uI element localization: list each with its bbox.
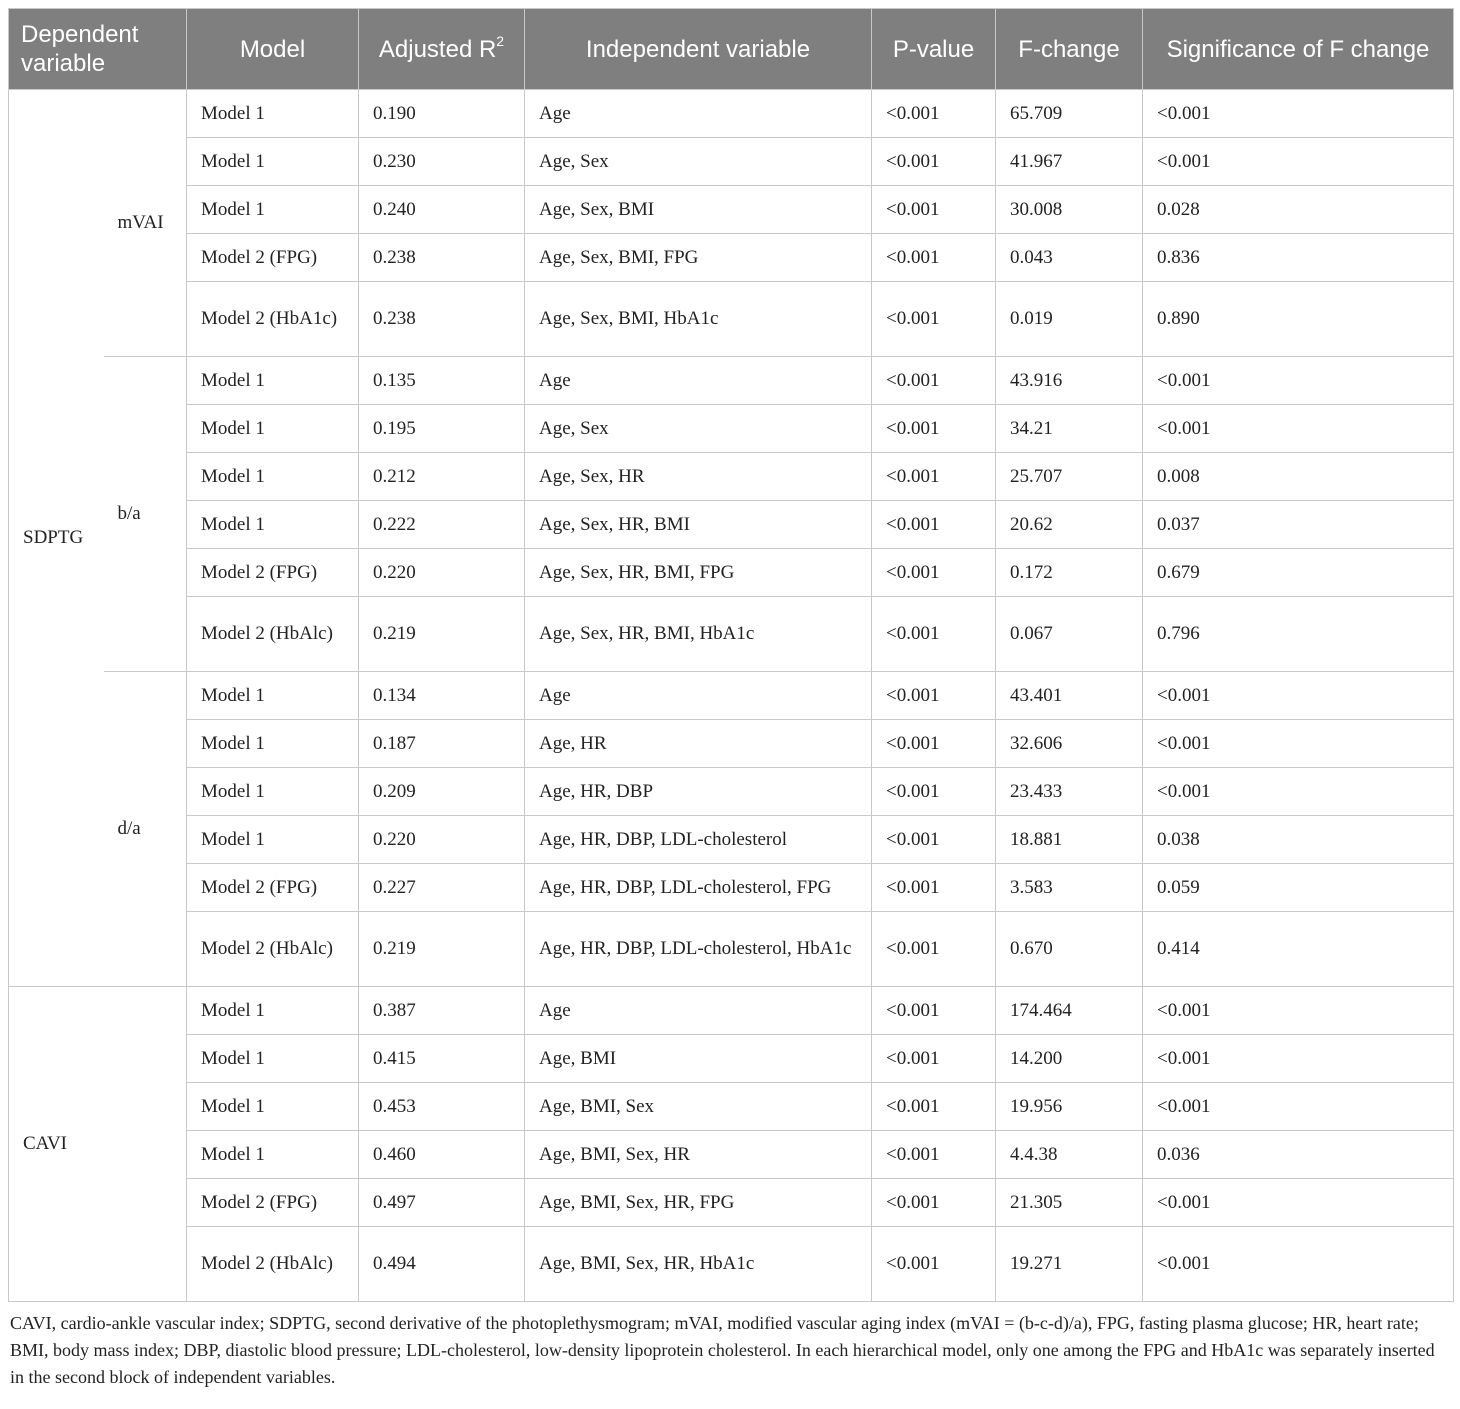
model-cell: Model 1 — [187, 1131, 359, 1179]
p-value-cell: <0.001 — [872, 405, 996, 453]
model-cell: Model 1 — [187, 405, 359, 453]
independent-variable-cell: Age, BMI — [525, 1035, 872, 1083]
p-value-cell: <0.001 — [872, 90, 996, 138]
table-row — [9, 597, 1454, 672]
adjusted-r2-cell: 0.212 — [359, 453, 525, 501]
p-value-cell: <0.001 — [872, 720, 996, 768]
significance-cell: <0.001 — [1143, 90, 1454, 138]
model-cell: Model 1 — [187, 816, 359, 864]
adjusted-r2-cell: 0.222 — [359, 501, 525, 549]
f-change-cell: 65.709 — [996, 90, 1143, 138]
table-row — [9, 138, 1454, 186]
p-value-cell: <0.001 — [872, 597, 996, 672]
adjusted-r2-cell: 0.219 — [359, 597, 525, 672]
adjusted-r2-cell: 0.497 — [359, 1179, 525, 1227]
dependent-variable-cell: CAVI — [9, 987, 187, 1302]
significance-cell: <0.001 — [1143, 357, 1454, 405]
adjusted-r2-cell: 0.135 — [359, 357, 525, 405]
adjusted-r2-cell: 0.494 — [359, 1227, 525, 1302]
p-value-cell: <0.001 — [872, 1227, 996, 1302]
f-change-cell: 19.956 — [996, 1083, 1143, 1131]
independent-variable-cell: Age, BMI, Sex — [525, 1083, 872, 1131]
significance-cell: 0.059 — [1143, 864, 1454, 912]
significance-cell: 0.008 — [1143, 453, 1454, 501]
significance-cell: <0.001 — [1143, 1227, 1454, 1302]
f-change-cell: 3.583 — [996, 864, 1143, 912]
independent-variable-cell: Age, Sex, BMI — [525, 186, 872, 234]
f-change-cell: 4.4.38 — [996, 1131, 1143, 1179]
f-change-cell: 43.401 — [996, 672, 1143, 720]
model-cell: Model 1 — [187, 672, 359, 720]
independent-variable-cell: Age, Sex, BMI, FPG — [525, 234, 872, 282]
p-value-cell: <0.001 — [872, 1083, 996, 1131]
table-row — [9, 1179, 1454, 1227]
significance-cell: 0.890 — [1143, 282, 1454, 357]
adjusted-r2-cell: 0.134 — [359, 672, 525, 720]
significance-cell: <0.001 — [1143, 1083, 1454, 1131]
f-change-cell: 14.200 — [996, 1035, 1143, 1083]
table-row — [9, 912, 1454, 987]
model-cell: Model 1 — [187, 90, 359, 138]
table-body — [9, 90, 1454, 1302]
p-value-cell: <0.001 — [872, 138, 996, 186]
model-cell: Model 2 (FPG) — [187, 1179, 359, 1227]
model-cell: Model 2 (HbAlc) — [187, 597, 359, 672]
table-row — [9, 405, 1454, 453]
significance-cell: 0.036 — [1143, 1131, 1454, 1179]
independent-variable-cell: Age, Sex, HR, BMI — [525, 501, 872, 549]
table-row — [9, 864, 1454, 912]
significance-cell: <0.001 — [1143, 720, 1454, 768]
table-row — [9, 282, 1454, 357]
adjusted-r2-cell: 0.219 — [359, 912, 525, 987]
table-row — [9, 672, 1454, 720]
table-container — [8, 8, 1453, 1409]
independent-variable-cell: Age, BMI, Sex, HR — [525, 1131, 872, 1179]
p-value-cell: <0.001 — [872, 1131, 996, 1179]
adjusted-r2-cell: 0.187 — [359, 720, 525, 768]
table-row — [9, 987, 1454, 1035]
significance-cell: 0.414 — [1143, 912, 1454, 987]
p-value-cell: <0.001 — [872, 987, 996, 1035]
significance-cell: 0.038 — [1143, 816, 1454, 864]
f-change-cell: 18.881 — [996, 816, 1143, 864]
significance-cell: <0.001 — [1143, 1179, 1454, 1227]
adjusted-r2-cell: 0.227 — [359, 864, 525, 912]
p-value-cell: <0.001 — [872, 768, 996, 816]
p-value-cell: <0.001 — [872, 912, 996, 987]
significance-cell: <0.001 — [1143, 138, 1454, 186]
model-cell: Model 2 (FPG) — [187, 864, 359, 912]
f-change-cell: 32.606 — [996, 720, 1143, 768]
f-change-cell: 0.670 — [996, 912, 1143, 987]
f-change-cell: 41.967 — [996, 138, 1143, 186]
independent-variable-cell: Age, HR — [525, 720, 872, 768]
model-cell: Model 1 — [187, 768, 359, 816]
p-value-cell: <0.001 — [872, 1179, 996, 1227]
significance-cell: 0.028 — [1143, 186, 1454, 234]
adjusted-r2-cell: 0.230 — [359, 138, 525, 186]
f-change-cell: 20.62 — [996, 501, 1143, 549]
header-significance-of-f-change: Significance of F change — [1143, 9, 1454, 90]
table-row — [9, 549, 1454, 597]
dependent-variable-cell: SDPTG — [9, 90, 104, 987]
model-cell: Model 2 (FPG) — [187, 234, 359, 282]
table-row — [9, 1035, 1454, 1083]
model-cell: Model 1 — [187, 138, 359, 186]
model-cell: Model 1 — [187, 186, 359, 234]
significance-cell: 0.037 — [1143, 501, 1454, 549]
adjusted-r2-cell: 0.240 — [359, 186, 525, 234]
p-value-cell: <0.001 — [872, 1035, 996, 1083]
table-row — [9, 1131, 1454, 1179]
p-value-cell: <0.001 — [872, 549, 996, 597]
independent-variable-cell: Age, BMI, Sex, HR, HbA1c — [525, 1227, 872, 1302]
f-change-cell: 30.008 — [996, 186, 1143, 234]
header-independent-variable: Independent variable — [525, 9, 872, 90]
independent-variable-cell: Age, Sex, HR — [525, 453, 872, 501]
adjusted-r2-cell: 0.190 — [359, 90, 525, 138]
adjusted-r2-cell: 0.415 — [359, 1035, 525, 1083]
adjusted-r2-cell: 0.460 — [359, 1131, 525, 1179]
independent-variable-cell: Age, HR, DBP — [525, 768, 872, 816]
significance-cell: <0.001 — [1143, 672, 1454, 720]
independent-variable-cell: Age, HR, DBP, LDL-cholesterol, HbA1c — [525, 912, 872, 987]
model-cell: Model 2 (HbAlc) — [187, 1227, 359, 1302]
f-change-cell: 174.464 — [996, 987, 1143, 1035]
model-cell: Model 1 — [187, 453, 359, 501]
adjusted-r2-cell: 0.238 — [359, 282, 525, 357]
adjusted-r2-cell: 0.195 — [359, 405, 525, 453]
table-row — [9, 453, 1454, 501]
adjusted-r2-cell: 0.453 — [359, 1083, 525, 1131]
independent-variable-cell: Age, Sex — [525, 138, 872, 186]
f-change-cell: 19.271 — [996, 1227, 1143, 1302]
table-row — [9, 1083, 1454, 1131]
header-model: Model — [187, 9, 359, 90]
model-cell: Model 1 — [187, 501, 359, 549]
significance-cell: <0.001 — [1143, 987, 1454, 1035]
p-value-cell: <0.001 — [872, 864, 996, 912]
model-cell: Model 1 — [187, 357, 359, 405]
adjusted-r2-cell: 0.387 — [359, 987, 525, 1035]
adjusted-r2-cell: 0.220 — [359, 549, 525, 597]
f-change-cell: 0.067 — [996, 597, 1143, 672]
independent-variable-cell: Age, HR, DBP, LDL-cholesterol — [525, 816, 872, 864]
f-change-cell: 0.043 — [996, 234, 1143, 282]
p-value-cell: <0.001 — [872, 186, 996, 234]
significance-cell: <0.001 — [1143, 1035, 1454, 1083]
adjusted-r2-cell: 0.220 — [359, 816, 525, 864]
model-cell: Model 1 — [187, 1035, 359, 1083]
independent-variable-cell: Age, Sex, HR, BMI, FPG — [525, 549, 872, 597]
f-change-cell: 0.172 — [996, 549, 1143, 597]
header-p-value: P-value — [872, 9, 996, 90]
subgroup-cell: d/a — [104, 672, 187, 987]
adjusted-r2-cell: 0.238 — [359, 234, 525, 282]
table-row — [9, 816, 1454, 864]
independent-variable-cell: Age — [525, 672, 872, 720]
significance-cell: <0.001 — [1143, 768, 1454, 816]
header-adjusted-r2: Adjusted $R^2$ — [359, 9, 525, 90]
f-change-cell: 25.707 — [996, 453, 1143, 501]
f-change-cell: 0.019 — [996, 282, 1143, 357]
independent-variable-cell: Age — [525, 357, 872, 405]
p-value-cell: <0.001 — [872, 453, 996, 501]
significance-cell: 0.836 — [1143, 234, 1454, 282]
independent-variable-cell: Age, Sex — [525, 405, 872, 453]
regression-table — [8, 8, 1454, 1302]
table-row — [9, 234, 1454, 282]
independent-variable-cell: Age — [525, 987, 872, 1035]
p-value-cell: <0.001 — [872, 234, 996, 282]
model-cell: Model 2 (HbAlc) — [187, 912, 359, 987]
table-row — [9, 720, 1454, 768]
significance-cell: 0.679 — [1143, 549, 1454, 597]
independent-variable-cell: Age, Sex, HR, BMI, HbA1c — [525, 597, 872, 672]
independent-variable-cell: Age, HR, DBP, LDL-cholesterol, FPG — [525, 864, 872, 912]
header-dependent-variable: Dependent variable — [9, 9, 187, 90]
significance-cell: 0.796 — [1143, 597, 1454, 672]
header-f-change: F-change — [996, 9, 1143, 90]
model-cell: Model 2 (HbA1c) — [187, 282, 359, 357]
model-cell: Model 1 — [187, 1083, 359, 1131]
p-value-cell: <0.001 — [872, 672, 996, 720]
p-value-cell: <0.001 — [872, 282, 996, 357]
model-cell: Model 1 — [187, 720, 359, 768]
table-row — [9, 357, 1454, 405]
f-change-cell: 21.305 — [996, 1179, 1143, 1227]
subgroup-cell: b/a — [104, 357, 187, 672]
table-footnote: CAVI, cardio-ankle vascular index; SDPTG, second derivative of the photoplethysmogram; mVAI, modified vascular aging index (mVAI = (b-c-d)/a), FPG, fasting plasma glucose; HR, heart rate; BMI, body mass index; DBP, diastolic blood pressure; LDL-cholesterol, low-density lipoprotein cholesterol. In each hierarchical model, only one among the FPG and HbA1c was separately inserted in the second block of independent variables. — [10, 1313, 1435, 1387]
p-value-cell: <0.001 — [872, 501, 996, 549]
table-row — [9, 768, 1454, 816]
table-header — [9, 9, 1454, 90]
adjusted-r2-cell: 0.209 — [359, 768, 525, 816]
independent-variable-cell: Age — [525, 90, 872, 138]
significance-cell: <0.001 — [1143, 405, 1454, 453]
f-change-cell: 34.21 — [996, 405, 1143, 453]
p-value-cell: <0.001 — [872, 816, 996, 864]
table-row — [9, 501, 1454, 549]
table-row — [9, 1227, 1454, 1302]
f-change-cell: 43.916 — [996, 357, 1143, 405]
independent-variable-cell: Age, Sex, BMI, HbA1c — [525, 282, 872, 357]
f-change-cell: 23.433 — [996, 768, 1143, 816]
table-row — [9, 90, 1454, 138]
table-row — [9, 186, 1454, 234]
model-cell: Model 2 (FPG) — [187, 549, 359, 597]
subgroup-cell: mVAI — [104, 90, 187, 357]
independent-variable-cell: Age, BMI, Sex, HR, FPG — [525, 1179, 872, 1227]
p-value-cell: <0.001 — [872, 357, 996, 405]
model-cell: Model 1 — [187, 987, 359, 1035]
